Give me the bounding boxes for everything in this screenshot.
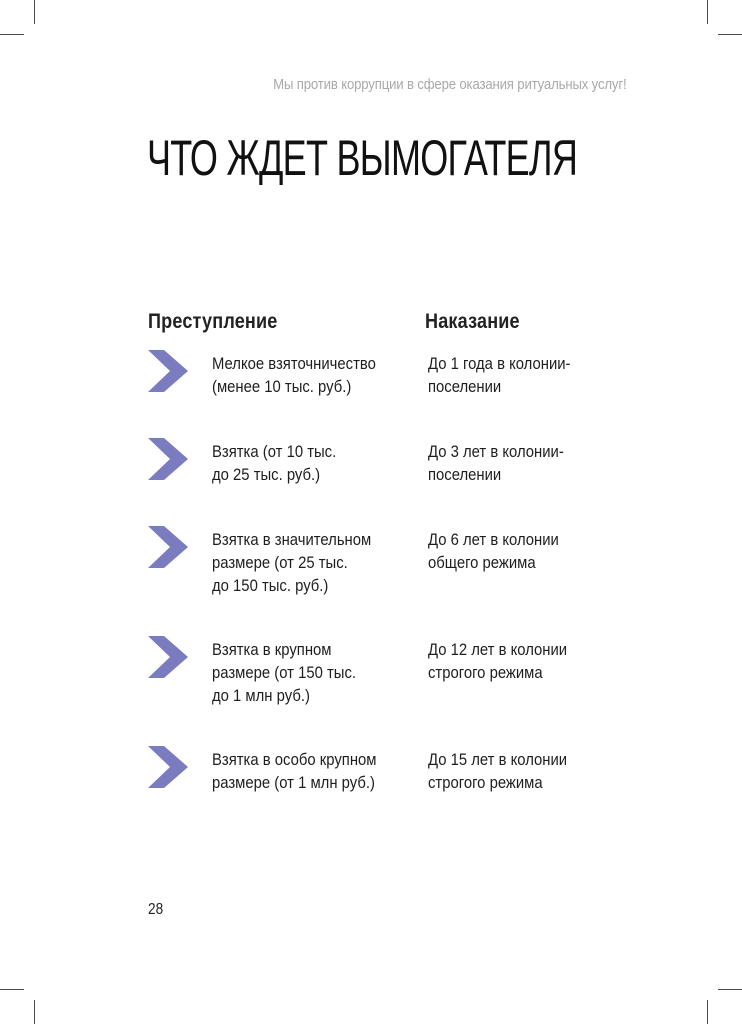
crime-cell: Взятка (от 10 тыс. до 25 тыс. руб.) bbox=[212, 443, 337, 484]
crime-cell: Взятка в особо крупном размере (от 1 млн руб.) bbox=[212, 751, 377, 792]
chevron-right-icon bbox=[148, 636, 188, 678]
crop-mark-top-right-v bbox=[707, 0, 708, 24]
chevron-right-icon bbox=[148, 746, 188, 788]
crop-mark-bottom-right-h bbox=[718, 989, 742, 990]
punishment-cell: До 12 лет в колонии строгого режима bbox=[428, 641, 568, 682]
chevron-right-icon bbox=[148, 350, 188, 392]
chevron-right-icon bbox=[148, 438, 188, 480]
crime-cell: Взятка в значительном размере (от 25 тыс. до 150 тыс. руб.) bbox=[212, 531, 372, 595]
crop-mark-top-left-v bbox=[34, 0, 35, 24]
crime-cell: Взятка в крупном размере (от 150 тыс. до 1 млн руб.) bbox=[212, 641, 357, 705]
crop-mark-bottom-right-v bbox=[707, 1000, 708, 1024]
punishment-cell: До 15 лет в колонии строгого режима bbox=[428, 751, 568, 792]
column-header-punishment: Наказание bbox=[425, 310, 520, 333]
chevron-right-icon bbox=[148, 526, 188, 568]
running-header: Мы против коррупции в сфере оказания ритуальных услуг! bbox=[272, 76, 626, 93]
crop-mark-top-left-h bbox=[0, 34, 24, 35]
crop-mark-top-right-h bbox=[718, 34, 742, 35]
crime-cell: Мелкое взяточничество (менее 10 тыс. руб.) bbox=[212, 355, 376, 396]
crop-mark-bottom-left-h bbox=[0, 989, 24, 990]
punishment-cell: До 3 лет в колонии- поселении bbox=[428, 443, 564, 484]
page-title: ЧТО ЖДЕТ ВЫМОГАТЕЛЯ bbox=[147, 130, 578, 186]
page-number: 28 bbox=[148, 901, 164, 918]
punishment-cell: До 1 года в колонии- поселении bbox=[428, 355, 571, 396]
crop-mark-bottom-left-v bbox=[34, 1000, 35, 1024]
punishment-cell: До 6 лет в колонии общего режима bbox=[428, 531, 559, 572]
column-header-crime: Преступление bbox=[148, 310, 278, 333]
